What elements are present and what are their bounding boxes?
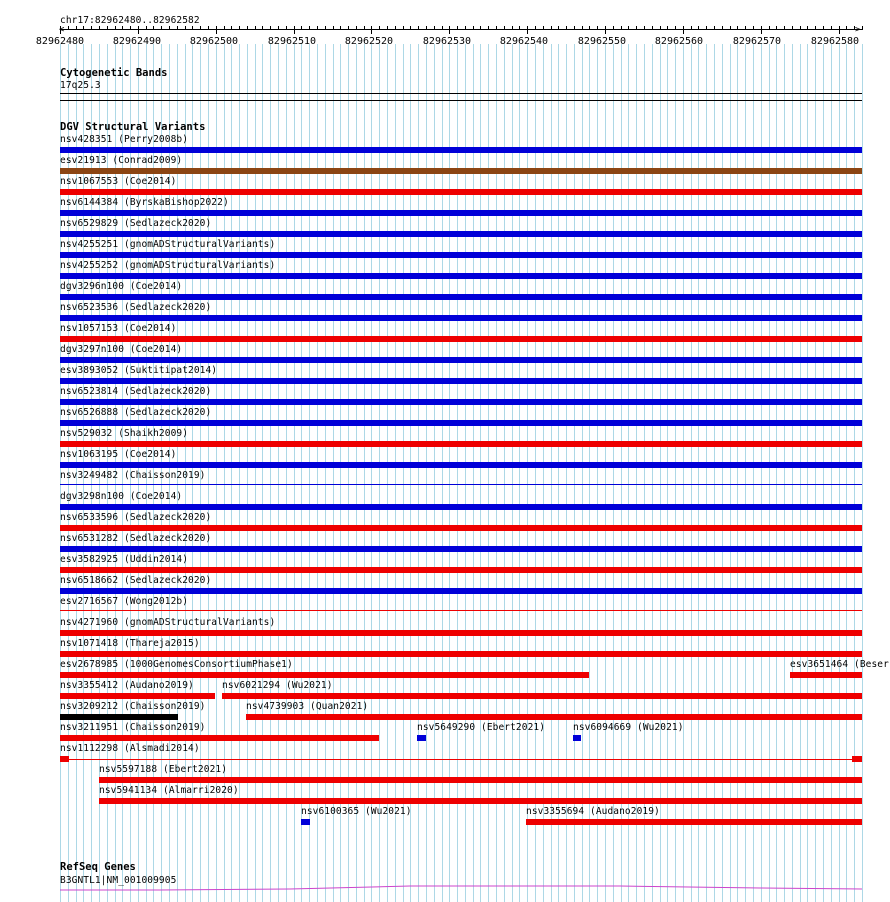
feature-bar-nsv6100365[interactable] — [301, 819, 310, 825]
ruler-tick: 82962480 — [35, 36, 85, 47]
feature-label[interactable]: esv2678985 (1000GenomesConsortiumPhase1) — [60, 659, 293, 670]
dgv-track-title[interactable]: DGV Structural Variants — [60, 121, 206, 133]
feature-bar[interactable] — [60, 420, 862, 426]
feature-label[interactable]: nsv3209212 (Chaisson2019) — [60, 701, 206, 712]
feature-label[interactable]: nsv4255251 (gnomADStructuralVariants) — [60, 239, 276, 250]
feature-bar-esv2678985[interactable] — [60, 672, 589, 678]
feature-bar-esv3651464[interactable] — [790, 672, 862, 678]
feature-label[interactable]: nsv4255252 (gnomADStructuralVariants) — [60, 260, 276, 271]
feature-bar[interactable] — [60, 399, 862, 405]
gene-label[interactable]: B3GNTL1|NM_001009905 — [60, 875, 177, 886]
ruler-tick: 82962540 — [499, 36, 549, 47]
feature-label[interactable]: nsv529032 (Shaikh2009) — [60, 428, 189, 439]
feature-bar-nsv4739903[interactable] — [246, 714, 862, 720]
feature-bar-nsv1112298-start[interactable] — [60, 756, 69, 762]
position-label: chr17:82962480..82962582 — [60, 15, 200, 26]
feature-bar[interactable] — [60, 273, 862, 279]
feature-bar-nsv6094669[interactable] — [573, 735, 581, 741]
feature-bar-nsv6021294[interactable] — [222, 693, 862, 699]
feature-label[interactable]: nsv5597188 (Ebert2021) — [99, 764, 228, 775]
feature-bar[interactable] — [60, 504, 862, 510]
feature-label[interactable]: nsv6094669 (Wu2021) — [573, 722, 684, 733]
cytoband-bar[interactable] — [60, 93, 862, 94]
ruler-tick: 82962500 — [189, 36, 239, 47]
track-divider — [60, 100, 862, 101]
feature-label[interactable]: nsv6518662 (Sedlazeck2020) — [60, 575, 212, 586]
feature-bar[interactable] — [60, 315, 862, 321]
ruler-tick: 82962560 — [654, 36, 704, 47]
feature-bar[interactable] — [60, 252, 862, 258]
feature-label[interactable]: nsv3355694 (Audano2019) — [526, 806, 660, 817]
feature-label[interactable]: nsv1067553 (Coe2014) — [60, 176, 177, 187]
feature-label[interactable]: dgv3298n100 (Coe2014) — [60, 491, 183, 502]
ruler-tick: 82962550 — [577, 36, 627, 47]
feature-bar[interactable] — [60, 630, 862, 636]
feature-label[interactable]: nsv4271960 (gnomADStructuralVariants) — [60, 617, 276, 628]
feature-label[interactable]: nsv6100365 (Wu2021) — [301, 806, 412, 817]
gene-model[interactable] — [60, 884, 862, 892]
feature-bar[interactable] — [60, 588, 862, 594]
feature-bar[interactable] — [60, 168, 862, 174]
feature-bar[interactable] — [60, 357, 862, 363]
feature-label[interactable]: nsv1112298 (Alsmadi2014) — [60, 743, 200, 754]
feature-label[interactable]: nsv6523814 (Sedlazeck2020) — [60, 386, 212, 397]
feature-label[interactable]: esv3893052 (Suktitipat2014) — [60, 365, 218, 376]
feature-bar[interactable] — [60, 525, 862, 531]
cytoband-track-title[interactable]: Cytogenetic Bands — [60, 67, 168, 79]
feature-label[interactable]: nsv6526888 (Sedlazeck2020) — [60, 407, 212, 418]
feature-bar-nsv5649290[interactable] — [417, 735, 426, 741]
feature-bar[interactable] — [60, 546, 862, 552]
feature-bar[interactable] — [60, 567, 862, 573]
feature-bar[interactable] — [60, 484, 862, 485]
feature-bar-nsv1112298-end[interactable] — [852, 756, 862, 762]
feature-bar[interactable] — [60, 610, 862, 611]
feature-label[interactable]: nsv3355412 (Audano2019) — [60, 680, 194, 691]
feature-bar[interactable] — [60, 210, 862, 216]
refseq-track-title[interactable]: RefSeq Genes — [60, 861, 136, 873]
feature-label[interactable]: nsv3211951 (Chaisson2019) — [60, 722, 206, 733]
feature-line-nsv1112298[interactable] — [60, 759, 862, 760]
feature-label[interactable]: nsv6531282 (Sedlazeck2020) — [60, 533, 212, 544]
feature-bar[interactable] — [60, 231, 862, 237]
feature-bar[interactable] — [60, 336, 862, 342]
feature-bar-nsv5597188[interactable] — [99, 777, 862, 783]
feature-label[interactable]: nsv1071418 (Thareja2015) — [60, 638, 200, 649]
feature-bar[interactable] — [60, 294, 862, 300]
cytoband-label: 17q25.3 — [60, 80, 101, 91]
ruler-tick: 82962510 — [267, 36, 317, 47]
feature-label[interactable]: nsv5941134 (Almarri2020) — [99, 785, 239, 796]
feature-label[interactable]: nsv6021294 (Wu2021) — [222, 680, 333, 691]
feature-bar[interactable] — [60, 441, 862, 447]
feature-label[interactable]: nsv4739903 (Quan2021) — [246, 701, 369, 712]
feature-bar-nsv3209212[interactable] — [60, 714, 178, 720]
feature-label[interactable]: nsv3249482 (Chaisson2019) — [60, 470, 206, 481]
feature-label[interactable]: esv21913 (Conrad2009) — [60, 155, 183, 166]
feature-bar-nsv3355694[interactable] — [526, 819, 862, 825]
feature-bar[interactable] — [60, 189, 862, 195]
ruler-right-arrow: > — [855, 25, 861, 35]
feature-label[interactable]: nsv6533596 (Sedlazeck2020) — [60, 512, 212, 523]
feature-bar[interactable] — [60, 651, 862, 657]
feature-bar[interactable] — [60, 147, 862, 153]
feature-bar[interactable] — [60, 378, 862, 384]
feature-label[interactable]: dgv3297n100 (Coe2014) — [60, 344, 183, 355]
feature-label[interactable]: esv2716567 (Wong2012b) — [60, 596, 189, 607]
feature-label[interactable]: nsv5649290 (Ebert2021) — [417, 722, 546, 733]
feature-label[interactable]: esv3651464 (Beser — [790, 659, 889, 670]
ruler-left-arrow: < — [59, 25, 65, 35]
ruler-tick: 82962520 — [344, 36, 394, 47]
ruler-line — [60, 29, 862, 30]
ruler-tick: 82962530 — [422, 36, 472, 47]
feature-label[interactable]: dgv3296n100 (Coe2014) — [60, 281, 183, 292]
feature-bar[interactable] — [60, 462, 862, 468]
feature-label[interactable]: nsv6144384 (ByrskaBishop2022) — [60, 197, 229, 208]
ruler-tick: 82962490 — [112, 36, 162, 47]
feature-bar-nsv5941134[interactable] — [99, 798, 862, 804]
feature-bar-nsv3355412[interactable] — [60, 693, 215, 699]
feature-label[interactable]: nsv1063195 (Coe2014) — [60, 449, 177, 460]
feature-label[interactable]: nsv6523536 (Sedlazeck2020) — [60, 302, 212, 313]
ruler-tick: 82962580 — [810, 36, 860, 47]
feature-label[interactable]: nsv1057153 (Coe2014) — [60, 323, 177, 334]
feature-label[interactable]: esv3582925 (Uddin2014) — [60, 554, 189, 565]
feature-label[interactable]: nsv428351 (Perry2008b) — [60, 134, 189, 145]
feature-bar-nsv3211951[interactable] — [60, 735, 379, 741]
feature-label[interactable]: nsv6529829 (Sedlazeck2020) — [60, 218, 212, 229]
ruler-tick: 82962570 — [732, 36, 782, 47]
